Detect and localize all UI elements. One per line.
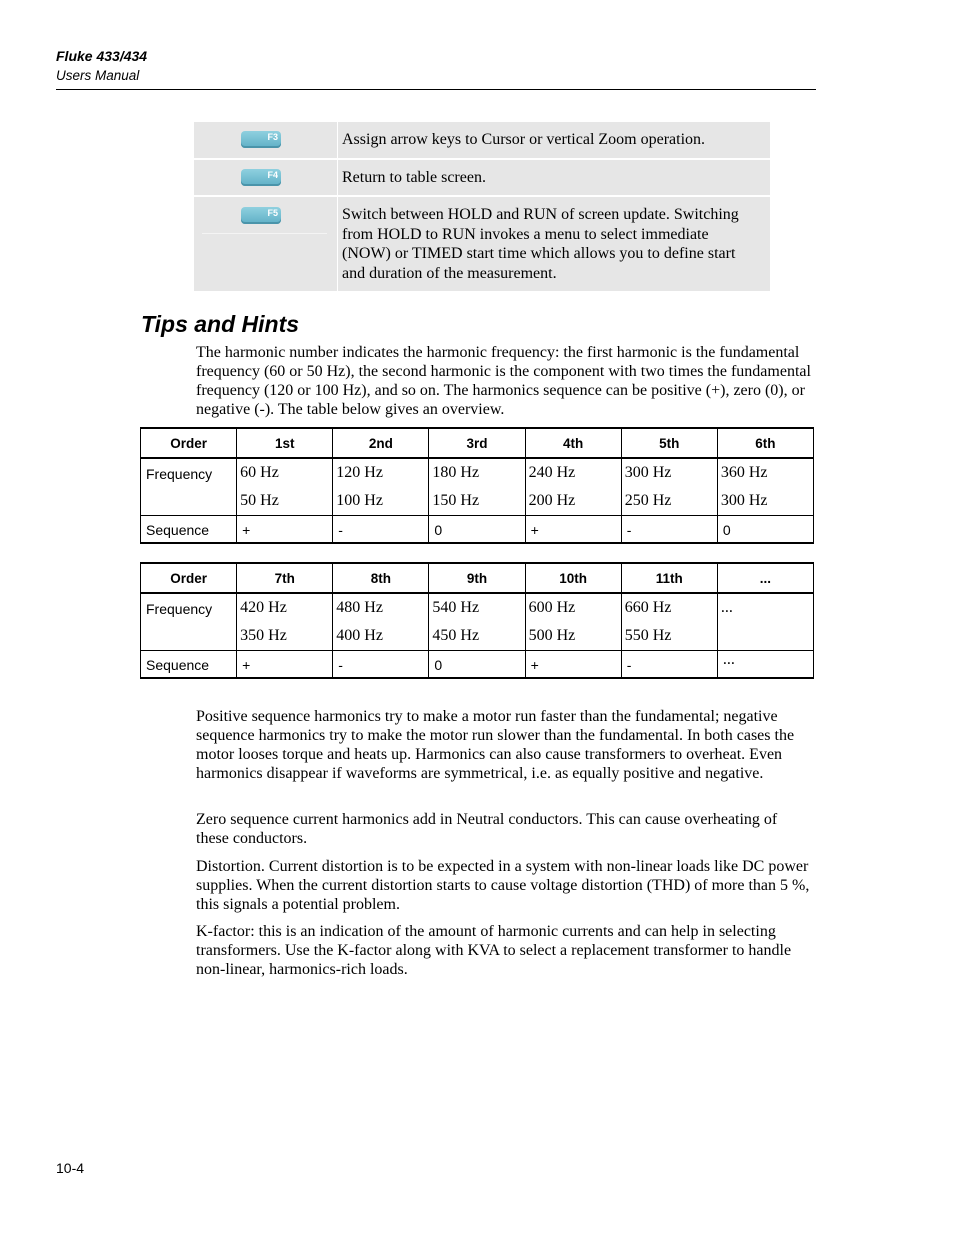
body-paragraph: K-factor: this is an indication of the amount of harmonic currents and can help in selecting transformers. Use the K-factor along with KVA to select a replacement transformer to handle non-linear, harmonics-rich loads. bbox=[196, 923, 792, 978]
harmonics-table-2 bbox=[140, 562, 814, 679]
function-key-description: Switch between HOLD and RUN of screen update. Switching from HOLD to RUN invokes a menu to select immediate (NOW) or TIMED start time which allows you to define start and duration of the measurement. bbox=[338, 196, 771, 291]
frequency-cell: 180 Hz 150 Hz bbox=[429, 458, 525, 516]
section-title: Tips and Hints bbox=[141, 311, 300, 337]
sequence-row bbox=[141, 651, 814, 678]
column-header: ... bbox=[717, 563, 813, 593]
sequence-cell: + bbox=[237, 516, 333, 543]
sequence-row bbox=[141, 516, 814, 543]
function-key-row-f3 bbox=[194, 122, 770, 159]
harmonics-table-1 bbox=[140, 427, 814, 544]
column-header: 7th bbox=[237, 563, 333, 593]
column-header: 6th bbox=[717, 428, 813, 458]
page-number: 10-4 bbox=[56, 1160, 85, 1176]
function-key-row-f5 bbox=[194, 196, 770, 291]
sequence-cell: + bbox=[237, 651, 333, 678]
sequence-cell: 0 bbox=[429, 516, 525, 543]
body-paragraph: Zero sequence current harmonics add in Neutral conductors. This can cause overheating of these conductors. bbox=[196, 811, 778, 847]
sequence-cell: - bbox=[621, 516, 717, 543]
column-header: 1st bbox=[237, 428, 333, 458]
sequence-cell: ... bbox=[717, 651, 813, 678]
column-header: 4th bbox=[525, 428, 621, 458]
body-paragraph: Distortion. Current distortion is to be expected in a system with non-linear loads like DC power supplies. When the current distortion starts to cause voltage distortion (THD) of more than 5 %, this signals a potential problem. bbox=[196, 858, 810, 913]
sequence-cell: 0 bbox=[717, 516, 813, 543]
frequency-cell: 480 Hz 400 Hz bbox=[333, 593, 429, 651]
table-header-row bbox=[141, 563, 814, 593]
column-header: 9th bbox=[429, 563, 525, 593]
function-key-description: Assign arrow keys to Cursor or vertical Zoom operation. bbox=[338, 122, 771, 159]
column-header: 11th bbox=[621, 563, 717, 593]
column-header: 8th bbox=[333, 563, 429, 593]
sequence-cell: - bbox=[333, 651, 429, 678]
frequency-row bbox=[141, 593, 814, 651]
function-key-icon: F3 bbox=[241, 131, 281, 148]
header-divider bbox=[56, 89, 816, 90]
manual-subtitle: Users Manual bbox=[56, 68, 140, 83]
sequence-cell: + bbox=[525, 516, 621, 543]
row-label: Frequency bbox=[141, 458, 237, 516]
divider bbox=[202, 233, 327, 234]
frequency-cell: ... bbox=[717, 593, 813, 651]
row-label: Frequency bbox=[141, 593, 237, 651]
column-header: 5th bbox=[621, 428, 717, 458]
frequency-row bbox=[141, 458, 814, 516]
frequency-cell: 120 Hz 100 Hz bbox=[333, 458, 429, 516]
row-label: Sequence bbox=[141, 516, 237, 543]
function-key-description: Return to table screen. bbox=[338, 159, 771, 197]
frequency-cell: 240 Hz 200 Hz bbox=[525, 458, 621, 516]
column-header: 2nd bbox=[333, 428, 429, 458]
frequency-cell: 60 Hz 50 Hz bbox=[237, 458, 333, 516]
sequence-cell: - bbox=[621, 651, 717, 678]
frequency-cell: 660 Hz 550 Hz bbox=[621, 593, 717, 651]
function-key-row-f4 bbox=[194, 159, 770, 197]
frequency-cell: 600 Hz 500 Hz bbox=[525, 593, 621, 651]
column-header: Order bbox=[141, 428, 237, 458]
frequency-cell: 420 Hz 350 Hz bbox=[237, 593, 333, 651]
frequency-cell: 540 Hz 450 Hz bbox=[429, 593, 525, 651]
sequence-cell: 0 bbox=[429, 651, 525, 678]
function-key-icon: F4 bbox=[241, 169, 281, 186]
row-label: Sequence bbox=[141, 651, 237, 678]
column-header: 3rd bbox=[429, 428, 525, 458]
table-header-row bbox=[141, 428, 814, 458]
function-key-table bbox=[194, 122, 770, 291]
frequency-cell: 360 Hz 300 Hz bbox=[717, 458, 813, 516]
column-header: 10th bbox=[525, 563, 621, 593]
sequence-cell: + bbox=[525, 651, 621, 678]
intro-paragraph: The harmonic number indicates the harmonic frequency: the first harmonic is the fundamental frequency (60 or 50 Hz), the second harmonic is the component with two times the fundamental frequency (120 or 100 Hz), and so on. The harmonics sequence can be positive (+), zero (0), or negative (-). The table below gives an overview. bbox=[196, 344, 811, 418]
body-paragraph: Positive sequence harmonics try to make a motor run faster than the fundamental; negative sequence harmonics try to make the motor run slower than the fundamental. In both cases the motor looses torque and heats up. Harmonics can also cause transformers to overheat. Even harmonics disappear if waveforms are symmetrical, i.e. as equally positive and negative. bbox=[196, 708, 795, 782]
sequence-cell: - bbox=[333, 516, 429, 543]
frequency-cell: 300 Hz 250 Hz bbox=[621, 458, 717, 516]
manual-title: Fluke 433/434 bbox=[56, 48, 148, 64]
function-key-icon: F5 bbox=[241, 207, 281, 224]
column-header: Order bbox=[141, 563, 237, 593]
